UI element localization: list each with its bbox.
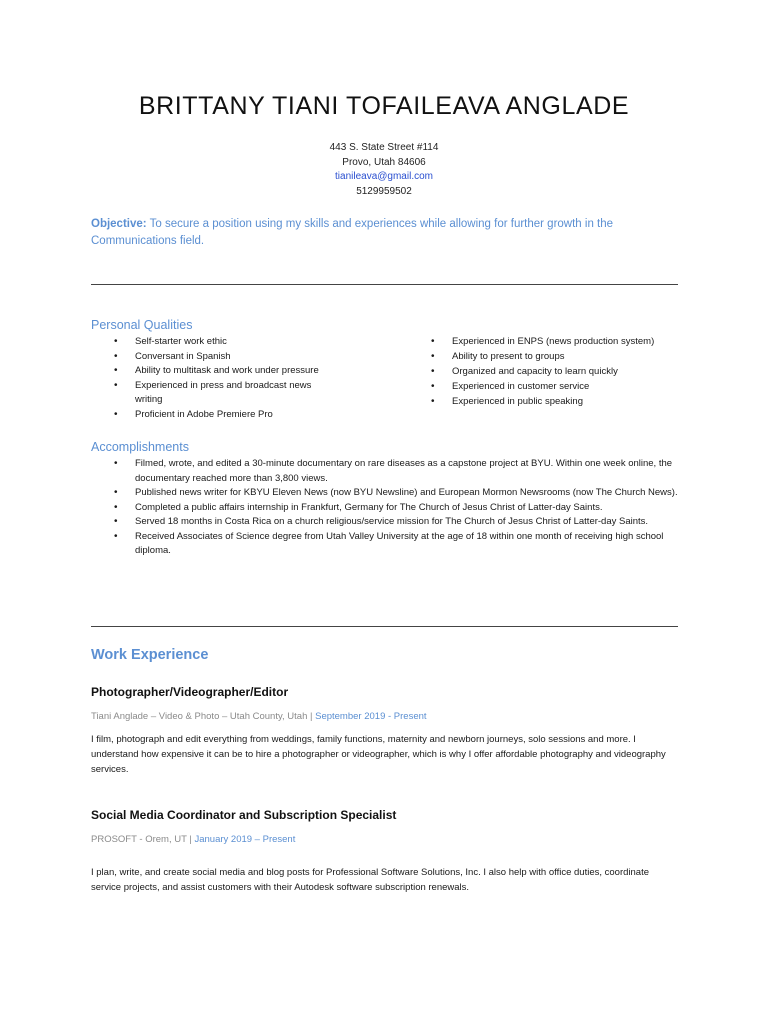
list-item: • Experienced in press and broadcast news writing bbox=[111, 379, 341, 408]
list-item: • Ability to present to groups bbox=[428, 350, 678, 365]
objective-label: Objective: bbox=[91, 218, 147, 230]
job-org: Tiani Anglade – Video & Photo – Utah County, Utah | bbox=[91, 711, 316, 722]
section-divider bbox=[91, 626, 678, 627]
contact-block bbox=[0, 141, 768, 199]
list-item: • Self-starter work ethic bbox=[111, 335, 341, 350]
list-item: • Filmed, wrote, and edited a 30-minute documentary on rare diseases as a capstone project at BYU. Within one week online, the documentary reached more than 3,800 views. bbox=[111, 457, 681, 486]
list-item: • Ability to multitask and work under pressure bbox=[111, 364, 341, 379]
job-dates: January 2019 – Present bbox=[194, 834, 296, 845]
address-line-1: 443 S. State Street #114 bbox=[329, 142, 439, 153]
list-item: • Published news writer for KBYU Eleven News (now BYU Newsline) and European Mormon Newsrooms (now The Church News). bbox=[111, 486, 681, 501]
personal-qualities-heading: Personal Qualities bbox=[91, 318, 193, 332]
job-description: I film, photograph and edit everything from weddings, family functions, maternity and newborn journeys, solo sessions and more. I understand how expensive it can be to hire a photographer or videographer, which is why I offer affordable photography and videography services. bbox=[91, 734, 666, 775]
job-org: PROSOFT - Orem, UT | bbox=[91, 834, 195, 845]
list-item: • Proficient in Adobe Premiere Pro bbox=[111, 408, 341, 423]
list-item: • Served 18 months in Costa Rica on a church religious/service mission for The Church of Jesus Christ of Latter-day Saints. bbox=[111, 515, 681, 530]
list-item: • Completed a public affairs internship in Frankfurt, Germany for The Church of Jesus Christ of Latter-day Saints. bbox=[111, 501, 681, 516]
objective-text: To secure a position using my skills and experiences while allowing for further growth in the Communications field. bbox=[91, 218, 614, 247]
list-item: • Organized and capacity to learn quickly bbox=[428, 365, 678, 380]
list-item: • Experienced in ENPS (news production system) bbox=[428, 335, 678, 350]
list-item: • Experienced in customer service bbox=[428, 380, 678, 395]
email-link[interactable]: tianileava@gmail.com bbox=[335, 171, 433, 182]
list-item: • Received Associates of Science degree from Utah Valley University at the age of 18 within one month of receiving high school diploma. bbox=[111, 530, 681, 559]
job-title: Photographer/Videographer/Editor bbox=[91, 685, 289, 699]
job-title: Social Media Coordinator and Subscription Specialist bbox=[91, 808, 397, 822]
list-item: • Experienced in public speaking bbox=[428, 395, 678, 410]
accomplishments-list bbox=[111, 457, 681, 559]
job-dates: September 2019 - Present bbox=[315, 711, 427, 722]
job-meta bbox=[91, 834, 295, 845]
phone-number: 5129959502 bbox=[356, 185, 412, 197]
job-description: I plan, write, and create social media and blog posts for Professional Software Solutions, Inc. I also help with office duties, coordinate service projects, and assist customers with their Autodesk software subscription renewals. bbox=[91, 867, 649, 893]
list-item: • Conversant in Spanish bbox=[111, 350, 341, 365]
accomplishments-heading: Accomplishments bbox=[91, 440, 189, 454]
personal-qualities-left-list bbox=[111, 335, 341, 422]
work-experience-heading: Work Experience bbox=[91, 647, 209, 663]
section-divider bbox=[91, 284, 678, 285]
resume-name: BRITTANY TIANI TOFAILEAVA ANGLADE bbox=[138, 92, 630, 120]
personal-qualities-right-list bbox=[428, 335, 678, 410]
job-meta bbox=[91, 711, 427, 722]
address-line-2: Provo, Utah 84606 bbox=[342, 156, 426, 168]
objective-statement bbox=[91, 216, 671, 250]
